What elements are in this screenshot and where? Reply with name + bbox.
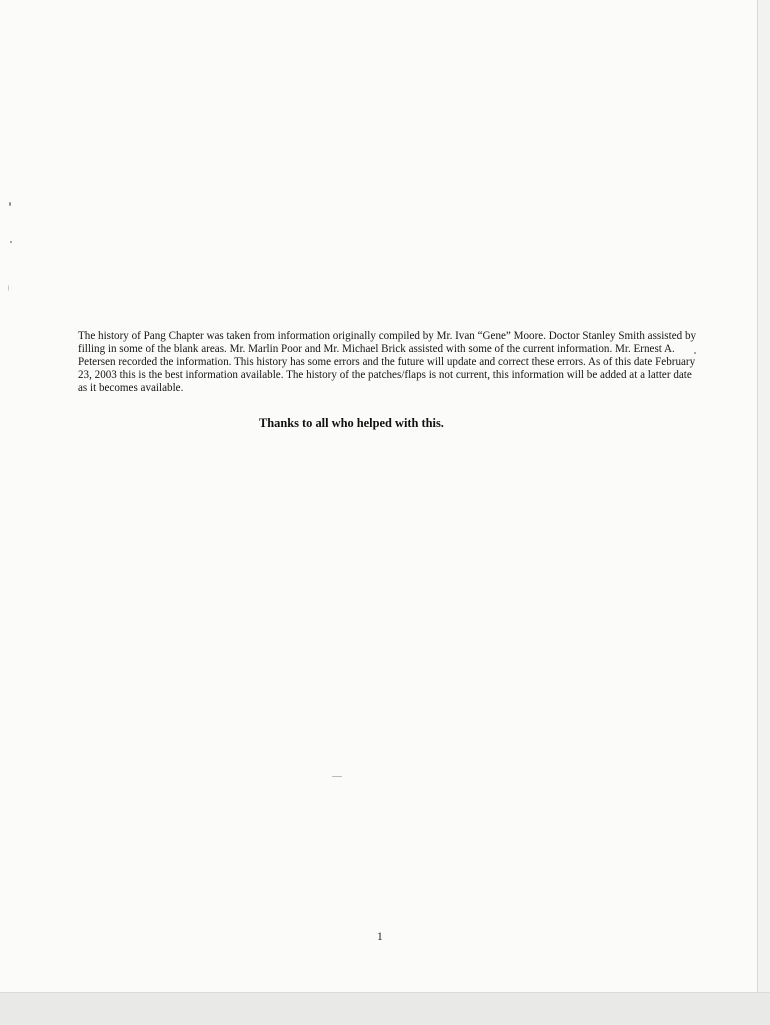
scanner-edge-right [757, 0, 770, 1024]
thanks-line: Thanks to all who helped with this. [259, 416, 444, 430]
paper-speck [8, 285, 9, 291]
paper-speck [9, 202, 11, 206]
paper-speck [10, 241, 12, 243]
page-number: 1 [377, 931, 383, 943]
scanner-edge-bottom [0, 992, 770, 1025]
history-paragraph: The history of Pang Chapter was taken from information originally compiled by Mr. Ivan “Gene” Moore. Doctor Stanley Smith assisted by filling in some of the blank areas. Mr. Marlin Poor and Mr. Michael Brick assisted with some of the current information. Mr. Ernest A. Petersen recorded the information. This history has some errors and the future will update and correct these errors. As of this date February 23, 2003 this is the best information available. The history of the patches/flaps is not current, this information will be added at a latter date as it becomes available. [78, 330, 697, 394]
paper-speck [332, 776, 342, 777]
paper-speck [694, 352, 696, 354]
